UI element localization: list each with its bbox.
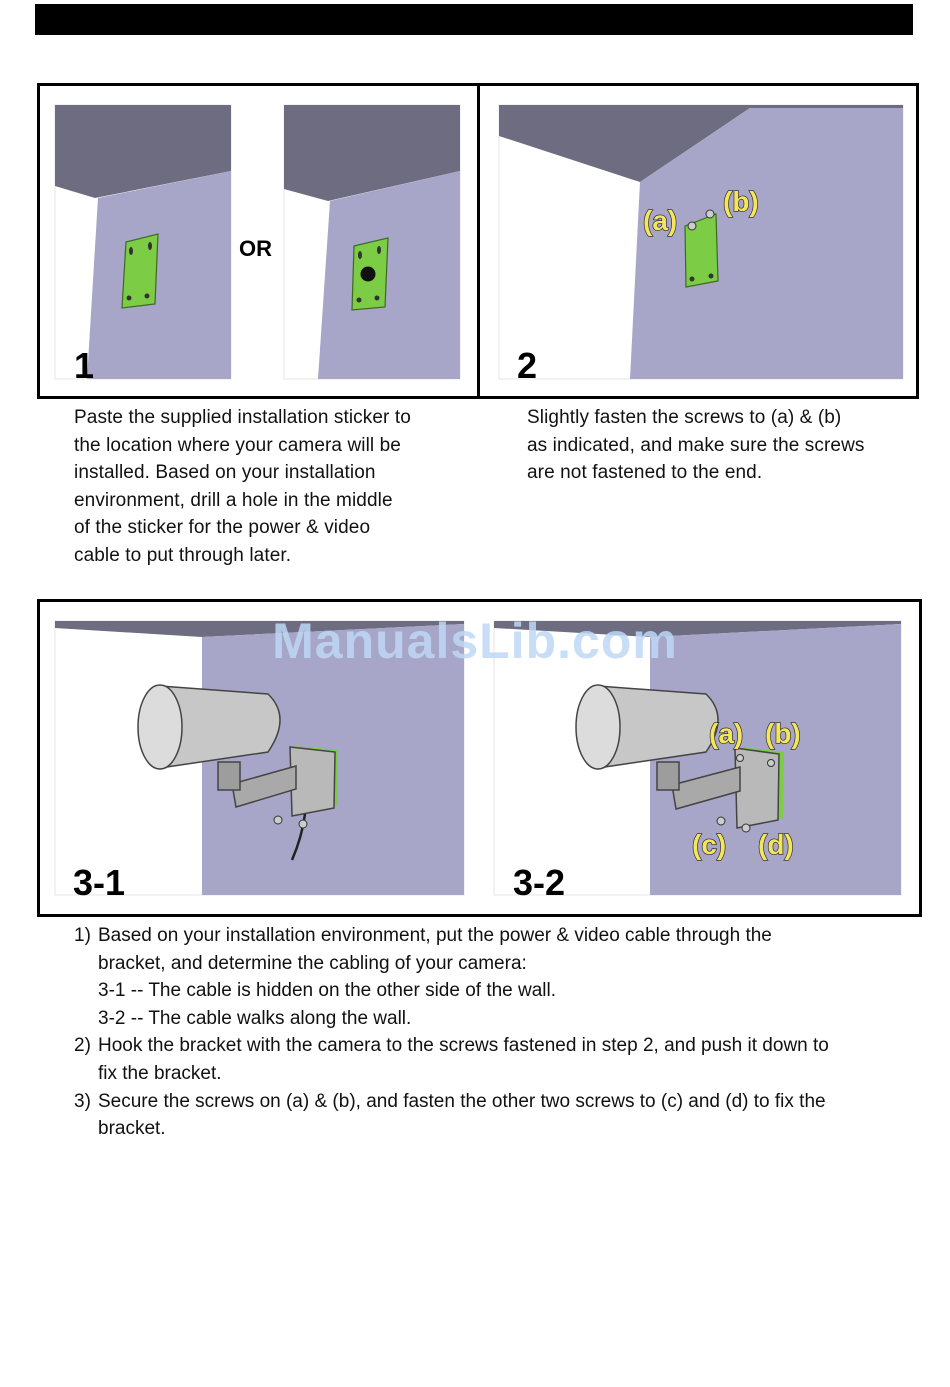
callout-c: (c) [692, 829, 727, 860]
camera-front [138, 685, 182, 769]
screw-icon [299, 820, 307, 828]
figure-3-panel [37, 599, 922, 917]
instruction-text: Based on your installation environment, put the power & video cable through the [98, 925, 772, 946]
figure-2-illustration [480, 86, 916, 396]
step-number-2: 2 [517, 345, 538, 386]
keyhole-icon [148, 242, 152, 250]
screw-icon [274, 816, 282, 824]
screw-d-icon [742, 824, 750, 832]
instruction-item-3 [74, 1088, 904, 1143]
instruction-text: fix the bracket. [98, 1062, 222, 1084]
caption-line: the location where your camera will be [74, 434, 401, 456]
callout-b: (b) [765, 718, 801, 749]
sub-item-3-1: 3-1 -- The cable is hidden on the other side of the wall. [98, 980, 557, 1002]
camera-front [576, 685, 620, 769]
figure-2-caption [527, 404, 917, 487]
figure-1-caption [74, 404, 464, 570]
screw-hole-icon [127, 296, 132, 301]
caption-line: as indicated, and make sure the screws [527, 434, 865, 456]
header-bar [35, 4, 913, 35]
screw-hole-icon [709, 274, 714, 279]
instruction-text: bracket. [98, 1118, 166, 1140]
screw-hole-icon [375, 296, 380, 301]
caption-line: Paste the supplied installation sticker to [74, 407, 411, 428]
bracket-joint [218, 762, 240, 790]
instruction-text: Hook the bracket with the camera to the screws fastened in step 2, and push it down to [98, 1035, 829, 1057]
keyhole-icon [358, 251, 362, 259]
caption-line: are not fastened to the end. [527, 462, 763, 484]
screw-a-icon [688, 222, 696, 230]
figure-3-illustration [40, 602, 919, 914]
drilled-hole-icon [361, 267, 376, 282]
wall-right [318, 171, 460, 379]
screw-a-icon [737, 755, 744, 762]
item-number: 2) [74, 1035, 91, 1057]
screw-c-icon [717, 817, 725, 825]
instruction-text: Secure the screws on (a) & (b), and fasten the other two screws to (c) and (d) to fix the [98, 1090, 826, 1112]
step-number-1: 1 [74, 345, 95, 386]
callout-a: (a) [709, 718, 744, 749]
step-label-3-1: 3-1 [73, 862, 126, 903]
screw-b-icon [706, 210, 714, 218]
instruction-item-1 [74, 922, 904, 1032]
callout-d: (d) [758, 829, 794, 860]
or-label: OR [239, 236, 272, 261]
item-number: 3) [74, 1090, 91, 1112]
screw-hole-icon [145, 294, 150, 299]
caption-line: installed. Based on your installation [74, 462, 376, 484]
wall-left [87, 171, 231, 379]
step-label-3-2: 3-2 [513, 862, 566, 903]
screw-hole-icon [357, 298, 362, 303]
watermark: ManualsLib.com [272, 613, 678, 669]
callout-a: (a) [643, 205, 678, 236]
figure-2-panel [477, 83, 919, 399]
bracket-joint [657, 762, 679, 790]
figure-1-illustration [40, 86, 477, 396]
instruction-item-2 [74, 1032, 904, 1087]
sub-item-3-2: 3-2 -- The cable walks along the wall. [98, 1007, 412, 1029]
callout-b: (b) [723, 186, 759, 217]
caption-line: environment, drill a hole in the middle [74, 489, 393, 511]
screw-hole-icon [690, 277, 695, 282]
screw-b-icon [768, 760, 775, 767]
figure-1-panel [37, 83, 480, 399]
caption-line: Slightly fasten the screws to (a) & (b) [527, 407, 842, 428]
instructions-list [74, 922, 904, 1143]
keyhole-icon [377, 246, 381, 254]
item-number: 1) [74, 925, 91, 946]
caption-line: cable to put through later. [74, 544, 292, 566]
instruction-text: bracket, and determine the cabling of your camera: [98, 952, 527, 974]
keyhole-icon [129, 247, 133, 255]
caption-line: of the sticker for the power & video [74, 517, 371, 539]
